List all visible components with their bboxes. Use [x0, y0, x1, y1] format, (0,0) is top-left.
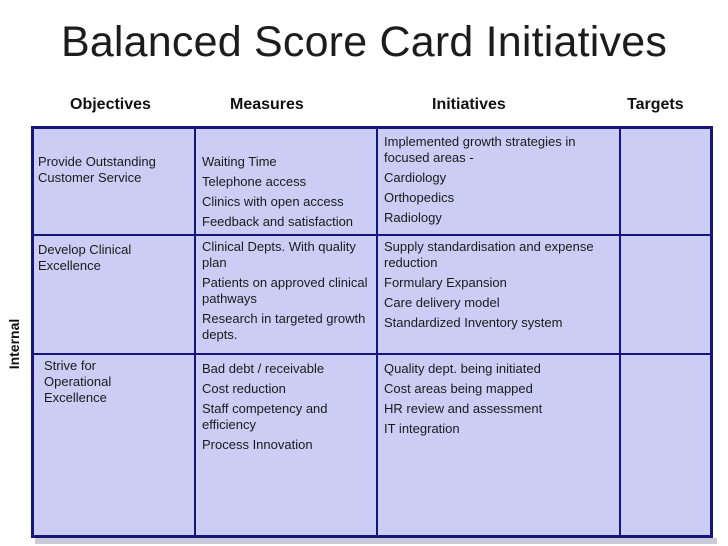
measures-cell — [202, 239, 374, 347]
objective-cell — [44, 358, 164, 406]
initiative-item: Care delivery model — [384, 295, 500, 310]
initiatives-cell — [384, 361, 616, 441]
initiatives-cell — [384, 134, 614, 230]
measure-item: Clinics with open access — [202, 194, 344, 209]
side-label-internal: Internal — [6, 318, 22, 370]
objective-text: Develop Clinical Excellence — [38, 242, 132, 273]
initiative-item: Quality dept. being initiated — [384, 361, 541, 376]
initiative-item: Cost areas being mapped — [384, 381, 533, 396]
objective-cell — [38, 154, 188, 186]
measures-cell — [202, 154, 374, 234]
initiative-item: IT integration — [384, 421, 460, 436]
initiative-item: Implemented growth strategies in focused areas - — [384, 134, 576, 165]
objective-text: Provide Outstanding Customer Service — [38, 154, 156, 185]
scorecard-table — [31, 126, 713, 538]
measure-item: Research in targeted growth depts. — [202, 311, 366, 342]
initiatives-cell — [384, 239, 616, 335]
measure-item: Bad debt / receivable — [202, 361, 325, 376]
measure-item: Patients on approved clinical pathways — [202, 275, 368, 306]
initiative-item: Formulary Expansion — [384, 275, 507, 290]
initiative-item: Standardized Inventory system — [384, 315, 563, 330]
measure-item: Staff competency and efficiency — [202, 401, 328, 432]
measure-item: Process Innovation — [202, 437, 313, 452]
measure-item: Clinical Depts. With quality plan — [202, 239, 356, 270]
measure-item: Waiting Time — [202, 154, 277, 169]
initiative-item: HR review and assessment — [384, 401, 543, 416]
measure-item: Cost reduction — [202, 381, 286, 396]
initiative-item: Radiology — [384, 210, 442, 225]
objective-cell — [38, 242, 178, 274]
measure-item: Feedback and satisfaction — [202, 214, 354, 229]
column-divider — [194, 129, 196, 535]
initiative-item: Supply standardisation and expense reduction — [384, 239, 594, 270]
page-title: Balanced Score Card Initiatives — [60, 18, 668, 66]
initiative-item: Orthopedics — [384, 190, 455, 205]
measures-cell — [202, 361, 374, 457]
objective-text: Strive for Operational Excellence — [44, 358, 112, 405]
row-divider — [34, 234, 710, 236]
header-targets: Targets — [627, 96, 684, 113]
header-measures: Measures — [230, 96, 304, 113]
table-shadow — [35, 538, 717, 544]
column-divider — [376, 129, 378, 535]
header-objectives: Objectives — [70, 96, 151, 113]
column-divider — [619, 129, 621, 535]
measure-item: Telephone access — [202, 174, 307, 189]
header-initiatives: Initiatives — [432, 96, 506, 113]
initiative-item: Cardiology — [384, 170, 447, 185]
row-divider — [34, 353, 710, 355]
